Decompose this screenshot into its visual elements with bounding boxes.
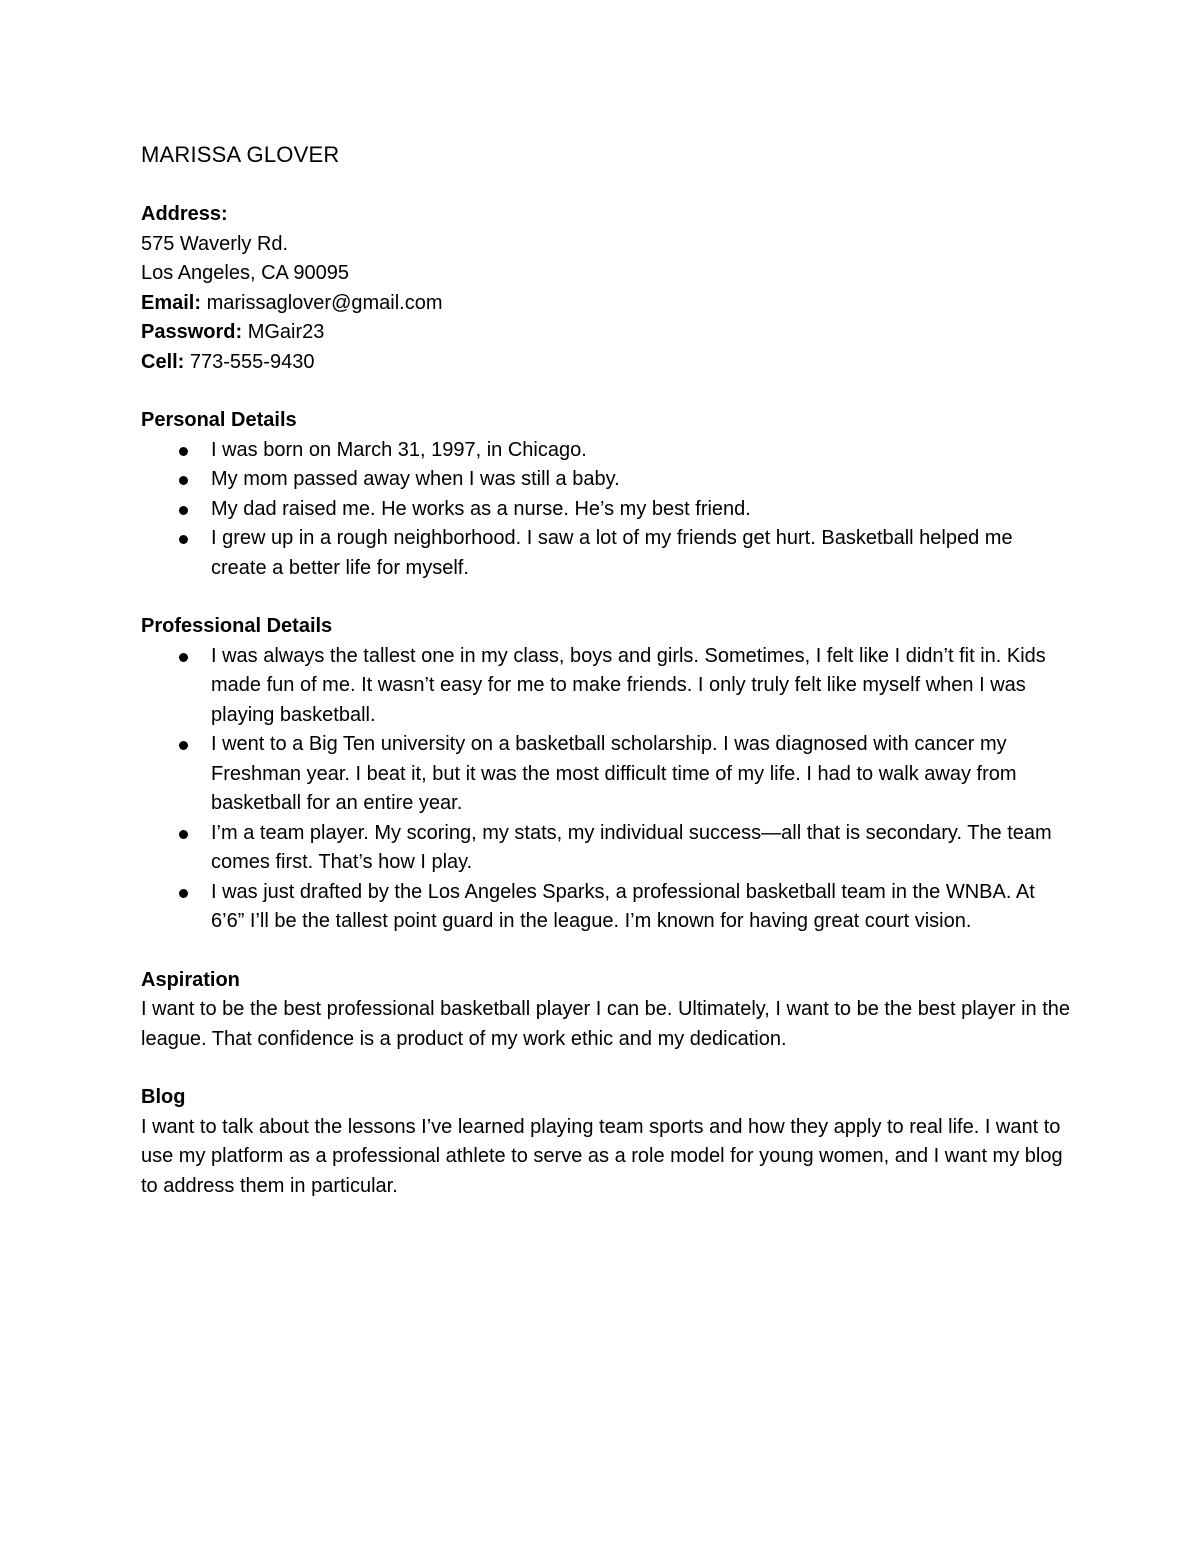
professional-details-section	[141, 612, 1071, 937]
document-page	[141, 138, 1071, 1201]
address-line-2: Los Angeles, CA 90095	[141, 262, 349, 284]
list-item	[211, 495, 1071, 525]
person-name: MARISSA GLOVER	[141, 142, 340, 167]
list-item	[211, 524, 1071, 583]
list-item	[211, 436, 1071, 466]
list-item	[211, 465, 1071, 495]
personal-details-list	[141, 436, 1071, 584]
spacer	[141, 172, 1071, 200]
professional-details-heading: Professional Details	[141, 615, 333, 637]
address-label: Address:	[141, 203, 228, 225]
list-item-text: I grew up in a rough neighborhood. I saw a lot of my friends get hurt. Basketball helped me create a better life for myself.	[211, 527, 1013, 579]
blog-heading: Blog	[141, 1086, 186, 1108]
bullet-icon	[179, 653, 188, 662]
cell-label: Cell:	[141, 350, 185, 373]
bullet-icon	[179, 889, 188, 898]
address-line-1: 575 Waverly Rd.	[141, 232, 289, 255]
list-item-text: My dad raised me. He works as a nurse. He’s my best friend.	[211, 497, 751, 520]
contact-block	[141, 200, 1071, 377]
password-line	[141, 318, 1071, 348]
bullet-icon	[179, 476, 188, 485]
password-value: MGair23	[247, 321, 325, 343]
email-value: marissaglover@gmail.com	[206, 291, 443, 314]
list-item	[211, 642, 1071, 731]
bullet-icon	[179, 830, 188, 839]
professional-details-list	[141, 642, 1071, 937]
list-item-text: I was always the tallest one in my class, boys and girls. Sometimes, I felt like I didn’t fit in. Kids made fun of me. It wasn’t easy for me to make friends. I only truly felt like myself when I was playing basketball.	[211, 644, 1046, 726]
list-item-text: I was born on March 31, 1997, in Chicago.	[211, 438, 587, 461]
email-line	[141, 289, 1071, 319]
list-item	[211, 819, 1071, 878]
aspiration-text: I want to be the best professional basketball player I can be. Ultimately, I want to be the best player in the league. That confidence is a product of my work ethic and my dedication.	[141, 998, 1071, 1050]
list-item-text: I’m a team player. My scoring, my stats, my individual success—all that is secondary. The team comes first. That’s how I play.	[211, 821, 1052, 873]
password-label: Password:	[141, 321, 243, 343]
cell-value: 773-555-9430	[189, 350, 315, 373]
bullet-icon	[179, 535, 188, 544]
list-item	[211, 878, 1071, 937]
list-item	[211, 730, 1071, 819]
bullet-icon	[179, 447, 188, 456]
blog-text: I want to talk about the lessons I’ve learned playing team sports and how they apply to real life. I want to use my platform as a professional athlete to serve as a role model for young women, and I want my blog to address them in particular.	[141, 1115, 1063, 1197]
personal-details-section	[141, 406, 1071, 583]
aspiration-section	[141, 966, 1071, 1055]
email-label: Email:	[141, 291, 202, 314]
cell-line	[141, 348, 1071, 378]
list-item-text: I was just drafted by the Los Angeles Sparks, a professional basketball team in the WNBA. At 6’6” I’ll be the tallest point guard in the league. I’m known for having great court vision.	[211, 880, 1035, 932]
personal-details-heading: Personal Details	[141, 409, 297, 431]
list-item-text: I went to a Big Ten university on a basketball scholarship. I was diagnosed with cancer my Freshman year. I beat it, but it was the most difficult time of my life. I had to walk away from basketball for an entire year.	[211, 733, 1017, 814]
list-item-text: My mom passed away when I was still a baby.	[211, 468, 620, 490]
blog-section	[141, 1083, 1071, 1201]
bullet-icon	[179, 741, 188, 750]
aspiration-heading: Aspiration	[141, 968, 240, 991]
bullet-icon	[179, 506, 188, 515]
